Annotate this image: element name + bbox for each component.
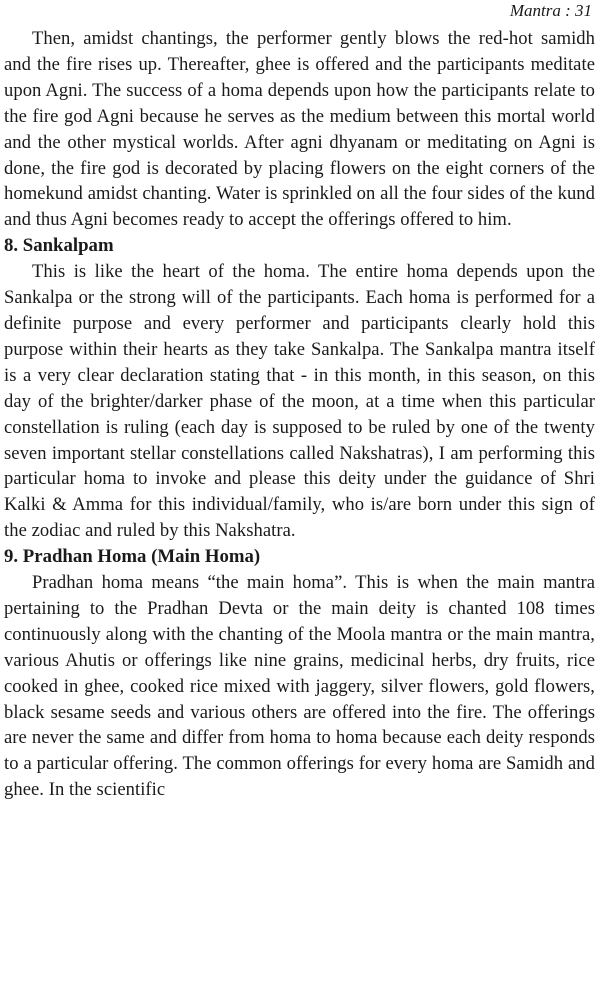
section-heading-pradhan-homa: 9. Pradhan Homa (Main Homa): [4, 546, 261, 568]
paragraph-sankalpam: This is like the heart of the homa. The entire homa depends upon the Sankalpa or the strong will of the participants. Each homa is performed for a definite purpose and every performer and participants clearly hold this purpose within their hearts as they take Sankalpa. The Sankalpa mantra itself is a very clear declaration stating that - in this month, in this season, on this day of the brighter/darker phase of the moon, at a time when this particular constellation is ruling (each day is supposed to be ruled by one of the twenty seven important stellar constellations called Nakshatras), I am performing this particular homa to invoke and please this deity under the guidance of Shri Kalki & Amma for this individual/family, who is/are born under this sign of the zodiac and ruled by this Nakshatra.: [4, 261, 595, 542]
paragraph-agni-offering: Then, amidst chantings, the performer gently blows the red-hot samidh and the fire rises up. Thereafter, ghee is offered and the participants meditate upon Agni. The success of a homa depends upon how the participants relate to the fire god Agni because he serves as the medium between this mortal world and the other mystical worlds. After agni dhyanam or meditating on Agni is done, the fire god is decorated by placing flowers on the eight corners of the homekund amidst chanting. Water is sprinkled on all the four sides of the kund and thus Agni becomes ready to accept the offerings offered to him.: [4, 28, 595, 231]
running-head: Mantra : 31: [509, 1, 592, 20]
paragraph-pradhan-homa: Pradhan homa means “the main homa”. This is when the main mantra pertaining to the Pradhan Devta or the main deity is chanted 108 times continuously along with the chanting of the Moola mantra or the main mantra, various Ahutis or offerings like nine grains, medicinal herbs, dry fruits, rice cooked in ghee, cooked rice mixed with jaggery, silver flowers, gold flowers, black sesame seeds and various others are offered into the fire. The offerings are never the same and differ from homa to homa because each deity responds to a particular offering. The common offerings for every homa are Samidh and ghee. In the scientific: [4, 572, 595, 801]
section-heading-sankalpam: 8. Sankalpam: [4, 235, 114, 257]
